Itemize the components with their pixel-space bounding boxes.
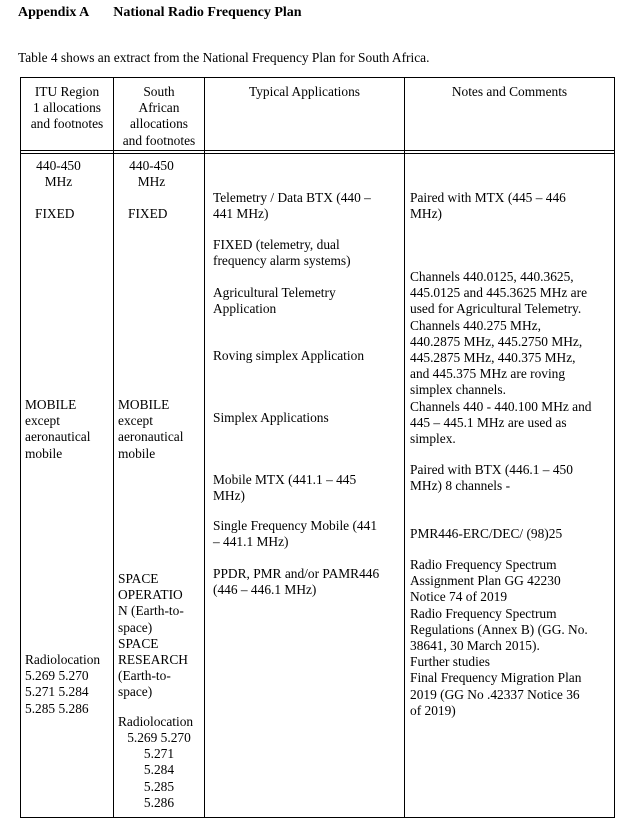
app-fixed-telemetry: FIXED (telemetry, dual frequency alarm systems) — [213, 237, 351, 269]
table-border-bottom — [20, 817, 615, 818]
itu-fixed: FIXED — [35, 206, 75, 221]
sa-fixed: FIXED — [128, 206, 168, 221]
table-border-top — [20, 77, 615, 78]
app-simplex: Simplex Applications — [213, 410, 329, 425]
sa-radiolocation-label: Radiolocation — [118, 714, 194, 729]
column-divider-3 — [404, 77, 405, 818]
app-telemetry-btx: Telemetry / Data BTX (440 – 441 MHz) — [213, 190, 371, 222]
table-border-right — [614, 77, 615, 818]
app-mobile-mtx: Mobile MTX (441.1 – 445 MHz) — [213, 472, 357, 504]
column-divider-2 — [204, 77, 205, 818]
note-channels: Channels 440.0125, 440.3625, 445.0125 and 445.3625 MHz are used for Agricultural Telemetry. Channels 440.275 MHz, 440.2875 MHz, 445.2750 MHz, 445.2875 MHz, 440.375 MHz, and 445.375 MHz are roving simplex channels. Channels 440 - 440.100 MHz and 445 – 445.1 MHz are used as simplex. — [410, 269, 592, 447]
sa-space-allocations: SPACE OPERATIO N (Earth-to- space) SPACE RESEARCH (Earth-to- space) — [118, 571, 188, 700]
itu-mobile: MOBILE except aeronautical mobile — [25, 397, 91, 461]
app-single-frequency-mobile: Single Frequency Mobile (441 – 441.1 MHz) — [213, 518, 378, 550]
appendix-heading — [18, 5, 302, 21]
sa-band: 440-450 MHz — [129, 158, 174, 190]
note-pmr446: PMR446-ERC/DEC/ (98)25 — [410, 526, 563, 541]
note-paired-btx: Paired with BTX (446.1 – 450 MHz) 8 channels - — [410, 462, 573, 494]
sa-mobile: MOBILE except aeronautical mobile — [118, 397, 184, 461]
header-divider-b — [20, 153, 615, 154]
header-itu-region: ITU Region 1 allocations and footnotes — [30, 84, 104, 132]
app-agricultural-telemetry: Agricultural Telemetry Application — [213, 285, 336, 317]
itu-band: 440-450 MHz — [36, 158, 81, 190]
appendix-label: Appendix A — [18, 5, 90, 20]
header-typical-applications: Typical Applications — [248, 84, 360, 99]
header-south-africa: South African allocations and footnotes — [122, 84, 196, 148]
note-regulations: Radio Frequency Spectrum Assignment Plan GG 42230 Notice 74 of 2019 Radio Frequency Spectrum Regulations (Annex B) (GG. No. 38641, 30 March 2015). Further studies Final Frequency Migration Plan 2019 (GG No .42337 Notice 36 of 2019) — [410, 557, 588, 718]
intro-paragraph: Table 4 shows an extract from the National Frequency Plan for South Africa. — [18, 50, 430, 65]
sa-radiolocation-footnotes: 5.269 5.270 5.271 5.284 5.285 5.286 — [127, 730, 191, 810]
app-ppdr-pmr: PPDR, PMR and/or PAMR446 (446 – 446.1 MHz) — [213, 566, 380, 598]
header-notes-comments: Notes and Comments — [451, 84, 568, 99]
itu-radiolocation: Radiolocation 5.269 5.270 5.271 5.284 5.285 5.286 — [25, 652, 101, 716]
note-paired-mtx: Paired with MTX (445 – 446 MHz) — [410, 190, 566, 222]
header-divider-a — [20, 150, 615, 151]
app-roving-simplex: Roving simplex Application — [213, 348, 365, 363]
appendix-title: National Radio Frequency Plan — [113, 5, 302, 20]
